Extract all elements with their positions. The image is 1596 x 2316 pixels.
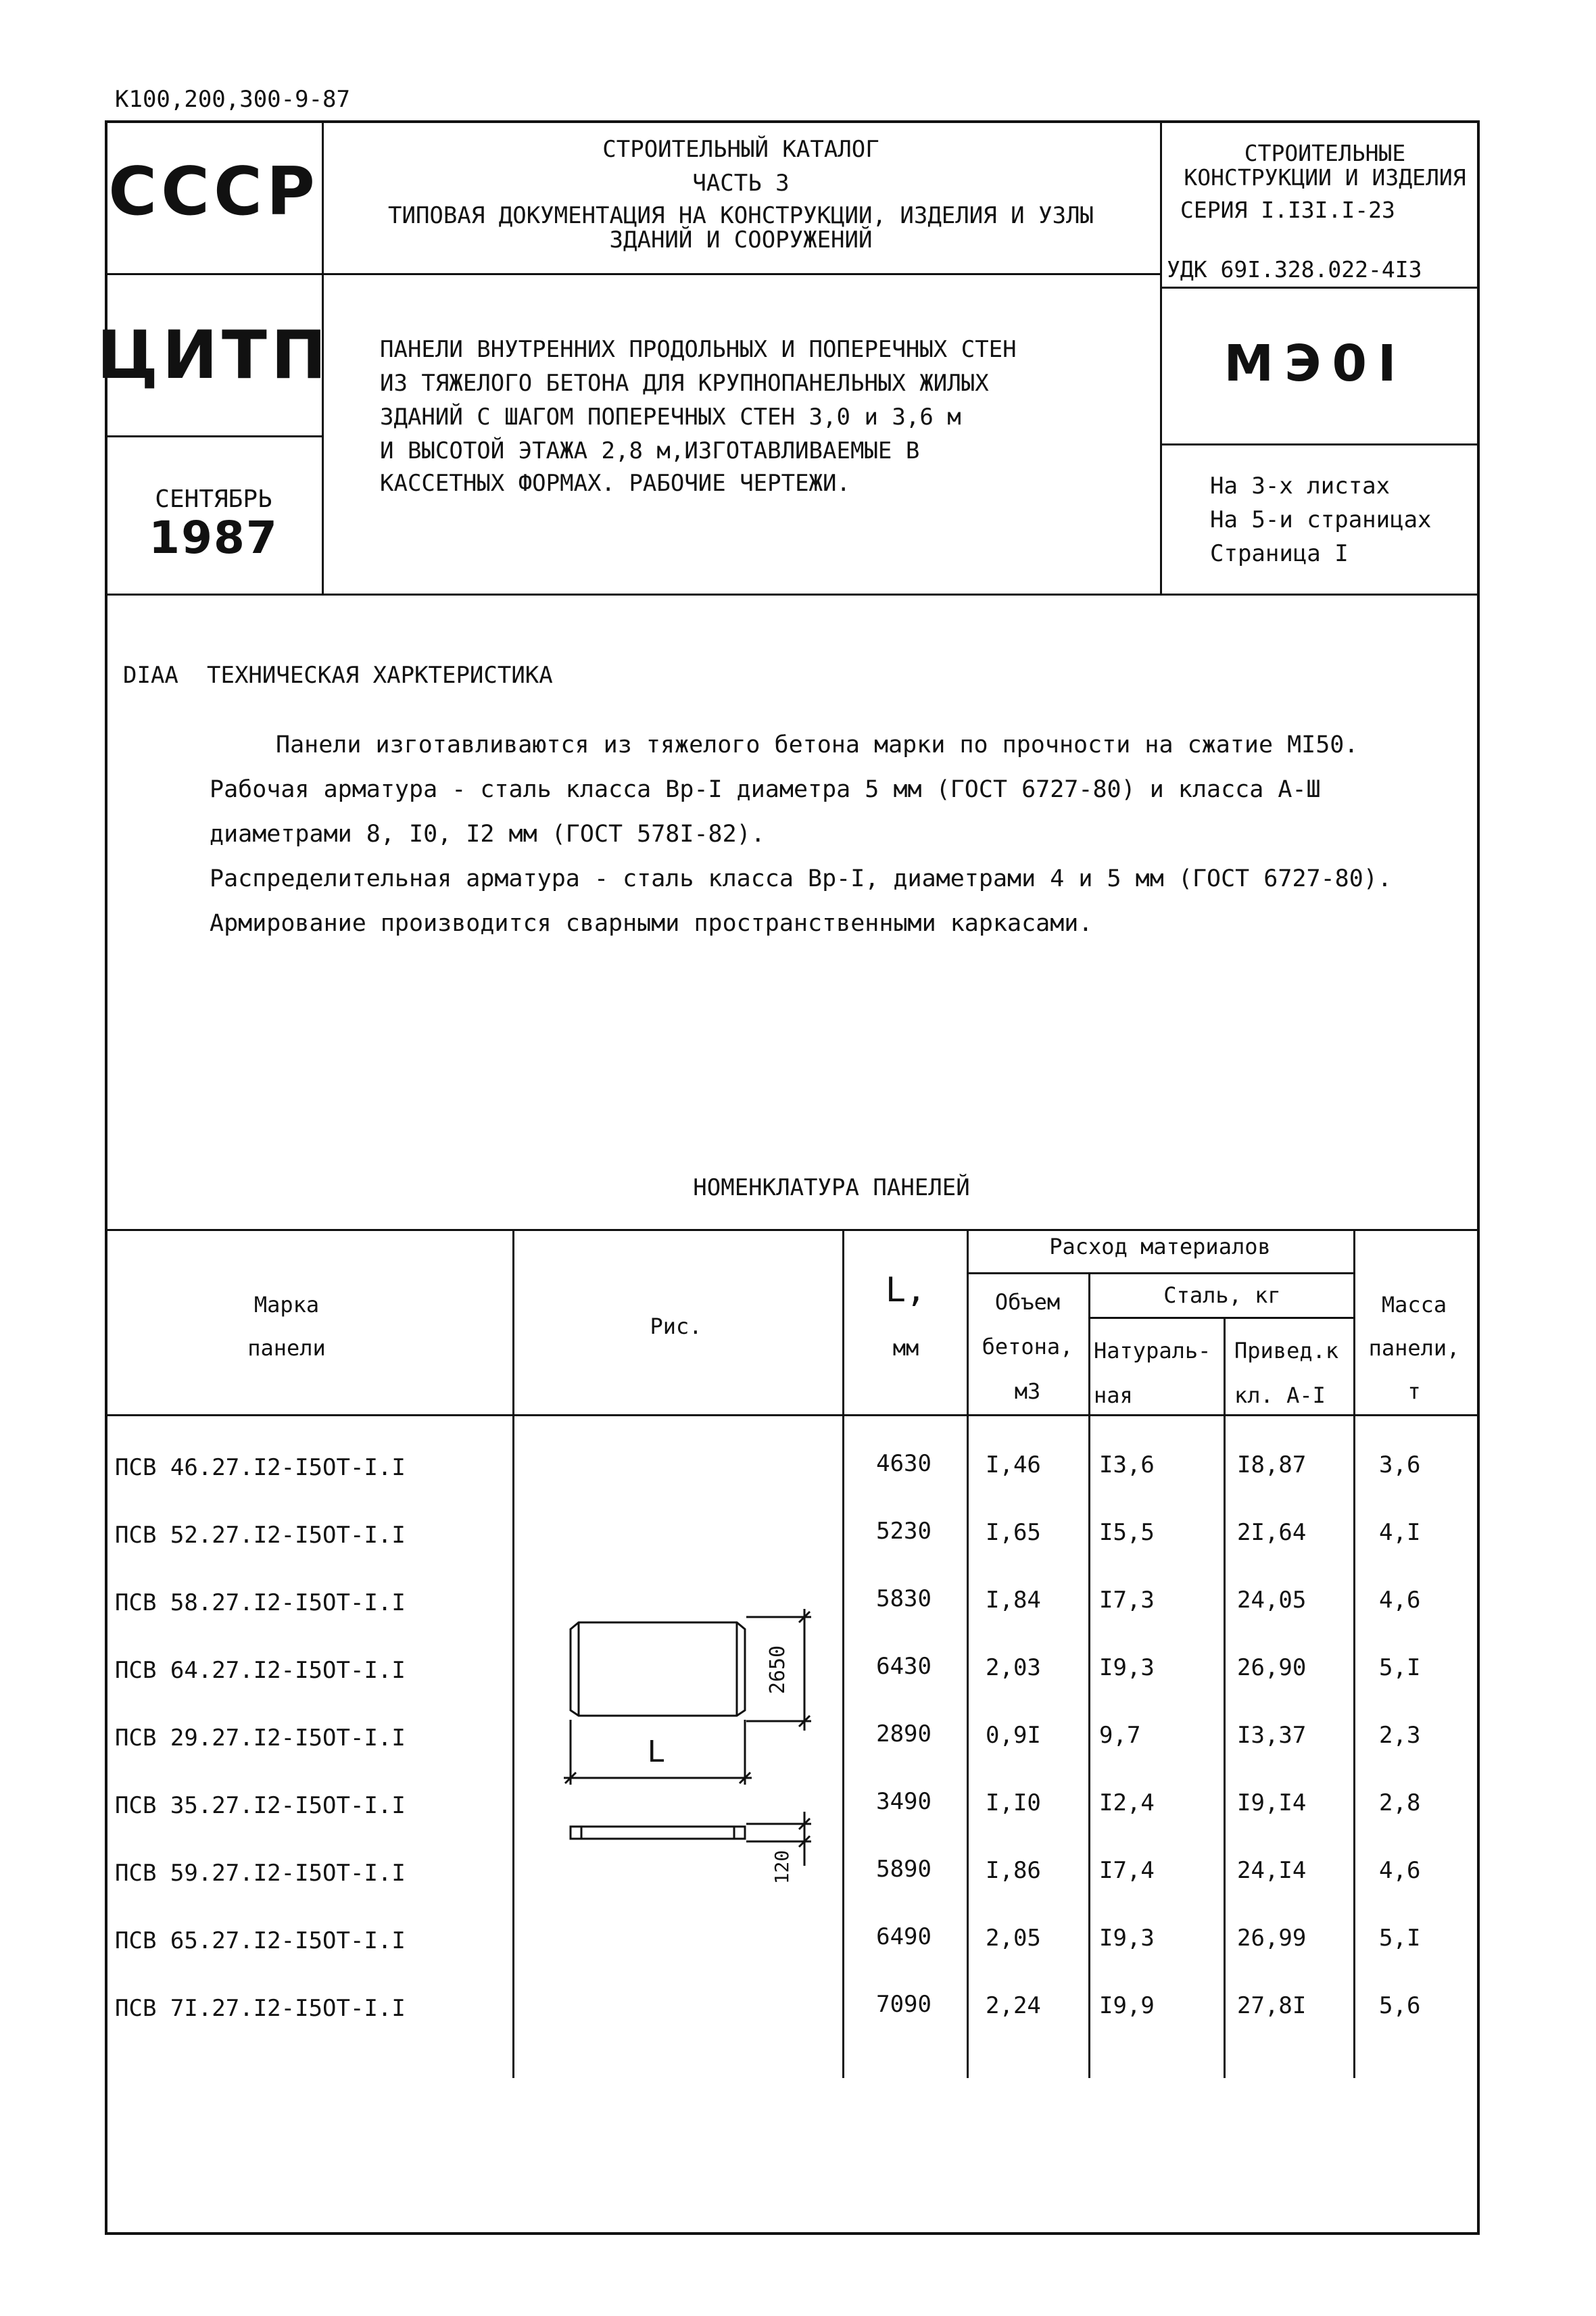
col-line-volume (967, 1229, 969, 2078)
header-mark: панели (247, 1335, 326, 1361)
cell-length: 6430 (876, 1653, 932, 1680)
cell-length: 5890 (876, 1856, 932, 1883)
header-bottom-line (105, 594, 1480, 596)
header-steel: Сталь, кг (1163, 1282, 1281, 1308)
cell-mass: 4,I (1379, 1519, 1421, 1546)
col-line-fig (512, 1229, 514, 2078)
cell-natural: I7,4 (1099, 1857, 1155, 1884)
catalog-line: ТИПОВАЯ ДОКУМЕНТАЦИЯ НА КОНСТРУКЦИИ, ИЗДЕЛИЯ И УЗЛЫ (388, 202, 1094, 229)
cell-reduced: 2I,64 (1237, 1519, 1307, 1546)
col-line-mass (1353, 1229, 1355, 2078)
header-mass: т (1407, 1378, 1421, 1404)
sheets-info: На 3-х листах (1210, 473, 1391, 500)
cell-length: 5830 (876, 1585, 932, 1612)
series-line: КОНСТРУКЦИИ И ИЗДЕЛИЯ (1184, 164, 1466, 191)
cell-mass: 5,I (1379, 1925, 1421, 1952)
paragraph-line: Армирование производится сварными пространственными каркасами. (210, 910, 1093, 937)
panel-section-outline (571, 1827, 745, 1839)
header-mark: Марка (253, 1292, 320, 1318)
cell-mass: 4,6 (1379, 1857, 1421, 1884)
steel-line (1088, 1317, 1355, 1319)
cell-length: 5230 (876, 1518, 932, 1545)
cell-mass: 3,6 (1379, 1451, 1421, 1478)
paragraph-line: Распределительная арматура - сталь класса Вр-I, диаметрами 4 и 5 мм (ГОСТ 6727-80). (210, 865, 1392, 892)
header-fig: Рис. (650, 1313, 702, 1339)
catalog-line: ЧАСТЬ 3 (692, 170, 790, 197)
cell-reduced: I8,87 (1237, 1451, 1307, 1478)
cell-mark: ПСВ 59.27.I2-I5ОТ-I.I (115, 1860, 406, 1887)
cell-mass: 5,6 (1379, 1992, 1421, 2019)
document-mark-code: МЭ0I (1224, 335, 1407, 393)
header-volume: Объем (994, 1289, 1061, 1315)
cell-length: 2890 (876, 1720, 932, 1747)
panel-elevation-outline (571, 1622, 745, 1716)
cell-length: 7090 (876, 1991, 932, 2018)
header-mass: Масса (1381, 1292, 1447, 1318)
cell-natural: I9,3 (1099, 1925, 1155, 1952)
cell-mass: 4,6 (1379, 1587, 1421, 1614)
paragraph-line: Рабочая арматура - сталь класса Вр-I диаметра 5 мм (ГОСТ 6727-80) и класса А-Ш (210, 776, 1321, 803)
series-line: СТРОИТЕЛЬНЫЕ (1244, 140, 1406, 166)
cell-volume: 2,03 (986, 1654, 1041, 1681)
header-reduced: кл. А-I (1234, 1382, 1326, 1408)
cell-volume: I,I0 (986, 1789, 1041, 1816)
country-label: СССР (108, 153, 319, 231)
cell-natural: I9,9 (1099, 1992, 1155, 2019)
cell-natural: I7,3 (1099, 1587, 1155, 1614)
cell-reduced: 26,90 (1237, 1654, 1307, 1681)
header-divider-right (1160, 120, 1162, 595)
section-title: ТЕХНИЧЕСКАЯ ХАРКТЕРИСТИКА (207, 662, 553, 689)
cell-natural: I2,4 (1099, 1789, 1155, 1816)
cell-length: 4630 (876, 1450, 932, 1477)
table-header-bottom-line (105, 1414, 1480, 1416)
panel-drawing (554, 1595, 825, 1893)
cell-volume: 2,24 (986, 1992, 1041, 2019)
header-org-line (105, 435, 324, 437)
header-length: мм (892, 1335, 919, 1361)
header-mass: панели, (1368, 1335, 1460, 1361)
cell-length: 6490 (876, 1923, 932, 1950)
cell-mark: ПСВ 35.27.I2-I5ОТ-I.I (115, 1792, 406, 1819)
header-natural: ная (1094, 1382, 1133, 1408)
header-udk-line (1160, 287, 1480, 289)
cell-mass: 5,I (1379, 1654, 1421, 1681)
catalog-line: ЗДАНИЙ И СООРУЖЕНИЙ (609, 226, 873, 254)
paragraph-line: Панели изготавливаются из тяжелого бетона марки по прочности на сжатие МI50. (276, 731, 1359, 758)
header-row-line (105, 273, 1162, 275)
title-line: И ВЫСОТОЙ ЭТАЖА 2,8 м,ИЗГОТАВЛИВАЕМЫЕ В (380, 437, 920, 464)
materials-line (967, 1272, 1355, 1274)
cell-volume: I,46 (986, 1451, 1041, 1478)
cell-reduced: 24,I4 (1237, 1857, 1307, 1884)
table-top-line (105, 1229, 1480, 1231)
table-title: НОМЕНКЛАТУРА ПАНЕЛЕЙ (693, 1174, 970, 1201)
cell-mass: 2,8 (1379, 1789, 1421, 1816)
cell-mark: ПСВ 46.27.I2-I5ОТ-I.I (115, 1454, 406, 1481)
header-volume: бетона, (982, 1334, 1073, 1359)
cell-mark: ПСВ 65.27.I2-I5ОТ-I.I (115, 1927, 406, 1954)
cell-volume: I,86 (986, 1857, 1041, 1884)
header-length: L, (885, 1270, 927, 1309)
header-volume: м3 (1014, 1378, 1041, 1404)
sheets-info: На 5-и страницах (1210, 506, 1432, 533)
header-reduced: Привед.к (1234, 1338, 1339, 1364)
header-code-line (1160, 443, 1480, 445)
date-month: СЕНТЯБРЬ (155, 485, 272, 513)
date-year: 1987 (149, 512, 279, 564)
cell-volume: 2,05 (986, 1925, 1041, 1952)
col-line-length (842, 1229, 844, 2078)
col-line-natural (1088, 1272, 1090, 2078)
udk-code: УДК 69I.328.022-4I3 (1167, 256, 1422, 283)
thickness-dimension-label: 120 (771, 1850, 793, 1885)
catalog-line: СТРОИТЕЛЬНЫЙ КАТАЛОГ (602, 136, 879, 163)
cell-reduced: 24,05 (1237, 1587, 1307, 1614)
sheets-info: Страница I (1210, 540, 1349, 567)
cell-volume: 0,9I (986, 1722, 1041, 1749)
title-line: КАССЕТНЫХ ФОРМАХ. РАБОЧИЕ ЧЕРТЕЖИ. (380, 470, 850, 497)
height-dimension-label: 2650 (766, 1645, 790, 1695)
series-line: СЕРИЯ I.I3I.I-23 (1180, 197, 1395, 223)
cell-natural: I3,6 (1099, 1451, 1155, 1478)
header-natural: Натураль- (1094, 1338, 1211, 1364)
cell-natural: I9,3 (1099, 1654, 1155, 1681)
col-line-reduced (1224, 1317, 1226, 2078)
section-id: DIAA (123, 662, 178, 689)
cell-mark: ПСВ 64.27.I2-I5ОТ-I.I (115, 1657, 406, 1684)
header-materials: Расход материалов (1049, 1234, 1271, 1259)
cell-length: 3490 (876, 1788, 932, 1815)
document-code: К100,200,300-9-87 (115, 86, 350, 113)
org-label: ЦИТП (97, 317, 331, 394)
cell-mark: ПСВ 52.27.I2-I5ОТ-I.I (115, 1522, 406, 1549)
length-dimension-label: L (647, 1735, 664, 1769)
cell-volume: I,84 (986, 1587, 1041, 1614)
cell-mark: ПСВ 29.27.I2-I5ОТ-I.I (115, 1724, 406, 1752)
cell-reduced: I3,37 (1237, 1722, 1307, 1749)
cell-reduced: 27,8I (1237, 1992, 1307, 2019)
cell-natural: I5,5 (1099, 1519, 1155, 1546)
paragraph-line: диаметрами 8, I0, I2 мм (ГОСТ 578I-82). (210, 821, 765, 848)
title-line: ИЗ ТЯЖЕЛОГО БЕТОНА ДЛЯ КРУПНОПАНЕЛЬНЫХ ЖИЛЫХ (380, 370, 989, 397)
cell-natural: 9,7 (1099, 1722, 1141, 1749)
title-line: ЗДАНИЙ С ШАГОМ ПОПЕРЕЧНЫХ СТЕН 3,0 и 3,6 м (380, 404, 961, 431)
cell-volume: I,65 (986, 1519, 1041, 1546)
cell-mark: ПСВ 58.27.I2-I5ОТ-I.I (115, 1589, 406, 1616)
cell-mass: 2,3 (1379, 1722, 1421, 1749)
cell-reduced: 26,99 (1237, 1925, 1307, 1952)
title-line: ПАНЕЛИ ВНУТРЕННИХ ПРОДОЛЬНЫХ И ПОПЕРЕЧНЫХ СТЕН (380, 336, 1017, 363)
cell-mark: ПСВ 7I.27.I2-I5ОТ-I.I (115, 1995, 406, 2022)
cell-reduced: I9,I4 (1237, 1789, 1307, 1816)
